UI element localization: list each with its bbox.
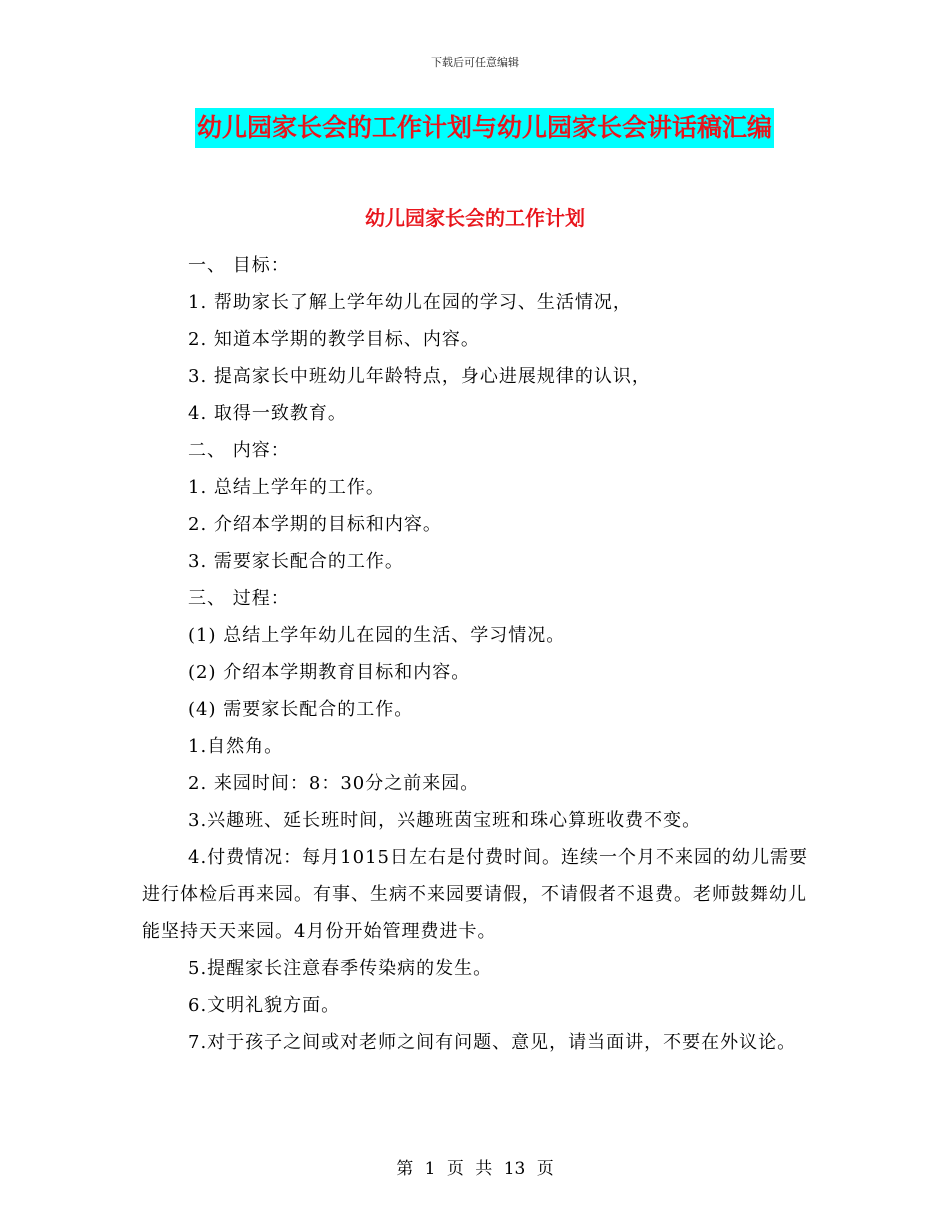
paragraph-etiquette: 6.文明礼貌方面。 [188, 995, 341, 1016]
header-note: 下载后可任意编辑 [431, 56, 519, 69]
list-item: 1. 帮助家长了解上学年幼儿在园的学习、生活情况， [188, 292, 632, 313]
document-title: 幼儿园家长会的工作计划与幼儿园家长会讲话稿汇编 [195, 108, 774, 148]
heading-content: 二、 内容： [188, 440, 290, 461]
list-item: 4. 取得一致教育。 [188, 403, 347, 424]
paragraph-reminder: 5.提醒家长注意春季传染病的发生。 [188, 958, 493, 979]
page-footer: 第 1 页 共 13 页 [396, 1159, 554, 1179]
list-item: 3. 提高家长中班幼儿年龄特点，身心进展规律的认识， [188, 366, 651, 387]
list-item: 2. 来园时间：8：30分之前来园。 [188, 773, 480, 794]
heading-goals: 一、 目标： [188, 255, 290, 276]
heading-process: 三、 过程： [188, 588, 290, 609]
list-item: (2) 介绍本学期教育目标和内容。 [188, 662, 471, 683]
paragraph-feedback: 7.对于孩子之间或对老师之间有问题、意见，请当面讲，不要在外议论。 [188, 1032, 797, 1053]
list-item: (4) 需要家长配合的工作。 [188, 699, 414, 720]
list-item: (1) 总结上学年幼儿在园的生活、学习情况。 [188, 625, 566, 646]
section-title: 幼儿园家长会的工作计划 [365, 206, 585, 230]
list-item: 3. 需要家长配合的工作。 [188, 551, 404, 572]
list-item: 2. 介绍本学期的目标和内容。 [188, 514, 442, 535]
list-item: 1.自然角。 [188, 736, 284, 757]
document-body [142, 247, 814, 839]
list-item: 1. 总结上学年的工作。 [188, 477, 385, 498]
list-item: 3.兴趣班、延长班时间，兴趣班茵宝班和珠心算班收费不变。 [188, 810, 702, 831]
list-item: 2. 知道本学期的教学目标、内容。 [188, 329, 480, 350]
paragraph-payment: 4.付费情况：每月1015日左右是付费时间。连续一个月不来园的幼儿需要进行体检后再来园。有事、生病不来园要请假，不请假者不退费。老师鼓舞幼儿能坚持天天来园。4月份开始管理费进卡。 [142, 847, 808, 942]
